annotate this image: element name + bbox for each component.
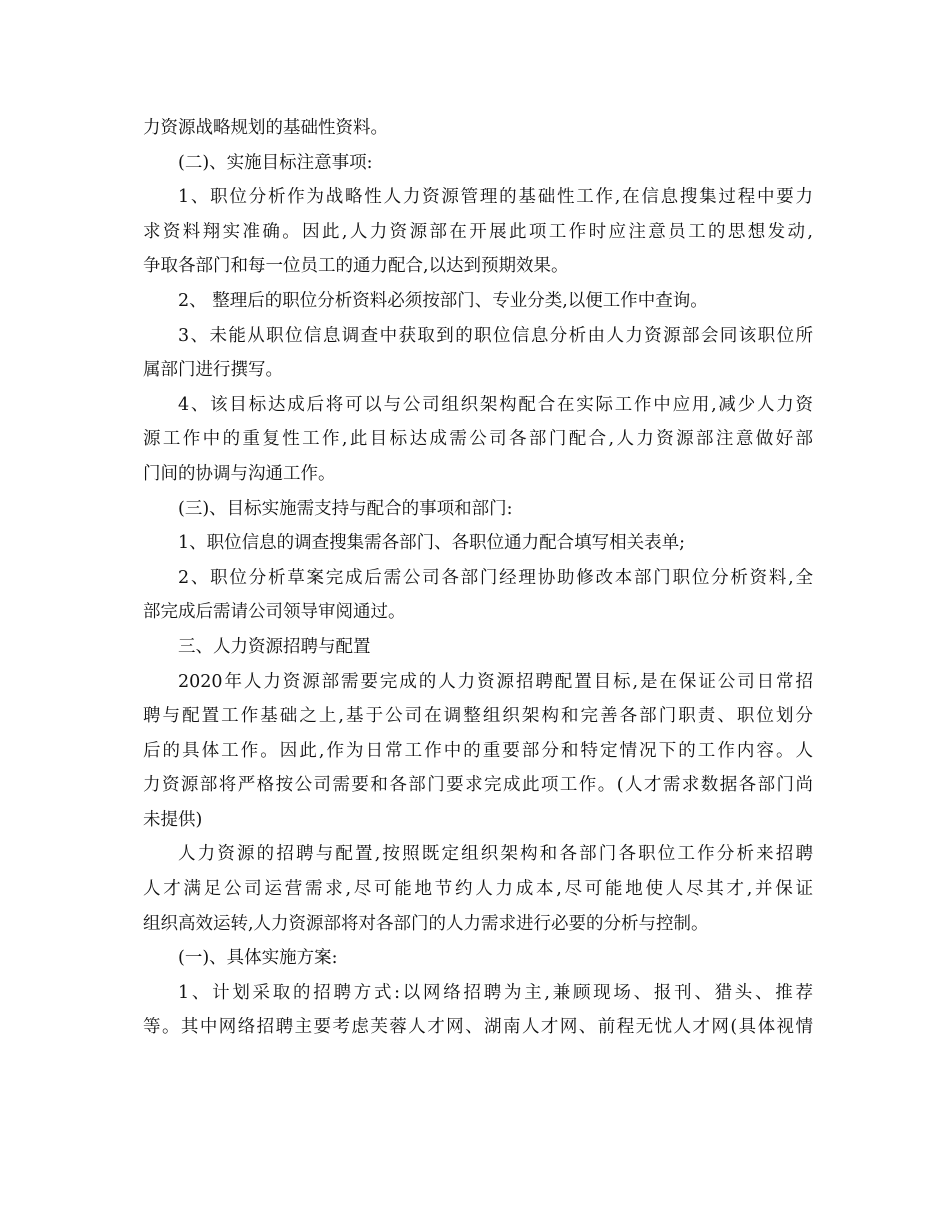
text-line-20: 力资源部将严格按公司需要和各部门要求完成此项工作。(人才需求数据各部门尚: [143, 775, 813, 796]
text-line-21: 未提供): [143, 809, 203, 830]
text-line-13: 1、职位信息的调查搜集需各部门、各职位通力配合填写相关表单;: [178, 533, 686, 554]
section-heading-notes: (二)、实施目标注意事项:: [178, 152, 373, 173]
text-line-26: 1、计划采取的招聘方式:以网络招聘为主,兼顾现场、报刊、猎头、推荐: [178, 982, 813, 1003]
text-line-14: 2、职位分析草案完成后需公司各部门经理协助修改本部门职位分析资料,全: [178, 567, 813, 588]
text-line-18: 聘与配置工作基础之上,基于公司在调整组织架构和完善各部门职责、职位划分: [143, 706, 813, 727]
text-line-11: 门间的协调与沟通工作。: [143, 463, 336, 484]
text-line-3: 1、职位分析作为战略性人力资源管理的基础性工作,在信息搜集过程中要力: [178, 187, 813, 208]
text-line-8: 属部门进行撰写。: [143, 360, 283, 381]
text-line-24: 组织高效运转,人力资源部将对各部门的人力需求进行必要的分析与控制。: [143, 913, 709, 934]
text-line-1: 力资源战略规划的基础性资料。: [143, 118, 388, 138]
text-line-6: 2、 整理后的职位分析资料必须按部门、专业分类,以便工作中查询。: [178, 290, 708, 311]
section-heading-support: (三)、目标实施需支持与配合的事项和部门:: [178, 498, 513, 519]
text-line-19: 后的具体工作。因此,作为日常工作中的重要部分和特定情况下的工作内容。人: [143, 740, 813, 761]
text-line-15: 部完成后需请公司领导审阅通过。: [143, 602, 406, 623]
text-line-10: 源工作中的重复性工作,此目标达成需公司各部门配合,人力资源部注意做好部: [143, 429, 813, 450]
text-line-7: 3、未能从职位信息调查中获取到的职位信息分析由人力资源部会同该职位所: [178, 325, 813, 346]
text-line-5: 争取各部门和每一位员工的通力配合,以达到预期效果。: [143, 256, 569, 277]
text-line-17: 2020年人力资源部需要完成的人力资源招聘配置目标,是在保证公司日常招: [178, 671, 813, 692]
text-line-9: 4、该目标达成后将可以与公司组织架构配合在实际工作中应用,减少人力资: [178, 394, 813, 415]
text-line-23: 人才满足公司运营需求,尽可能地节约人力成本,尽可能地使人尽其才,并保证: [143, 879, 813, 900]
text-line-4: 求资料翔实准确。因此,人力资源部在开展此项工作时应注意员工的思想发动,: [143, 221, 813, 242]
section-heading-recruitment: 三、人力资源招聘与配置: [178, 636, 371, 657]
text-line-27: 等。其中网络招聘主要考虑芙蓉人才网、湖南人才网、前程无忧人才网(具体视情: [143, 1017, 813, 1038]
section-heading-plan: (一)、具体实施方案:: [178, 948, 338, 969]
document-body: [143, 111, 813, 1045]
text-line-22: 人力资源的招聘与配置,按照既定组织架构和各部门各职位工作分析来招聘: [178, 844, 813, 865]
